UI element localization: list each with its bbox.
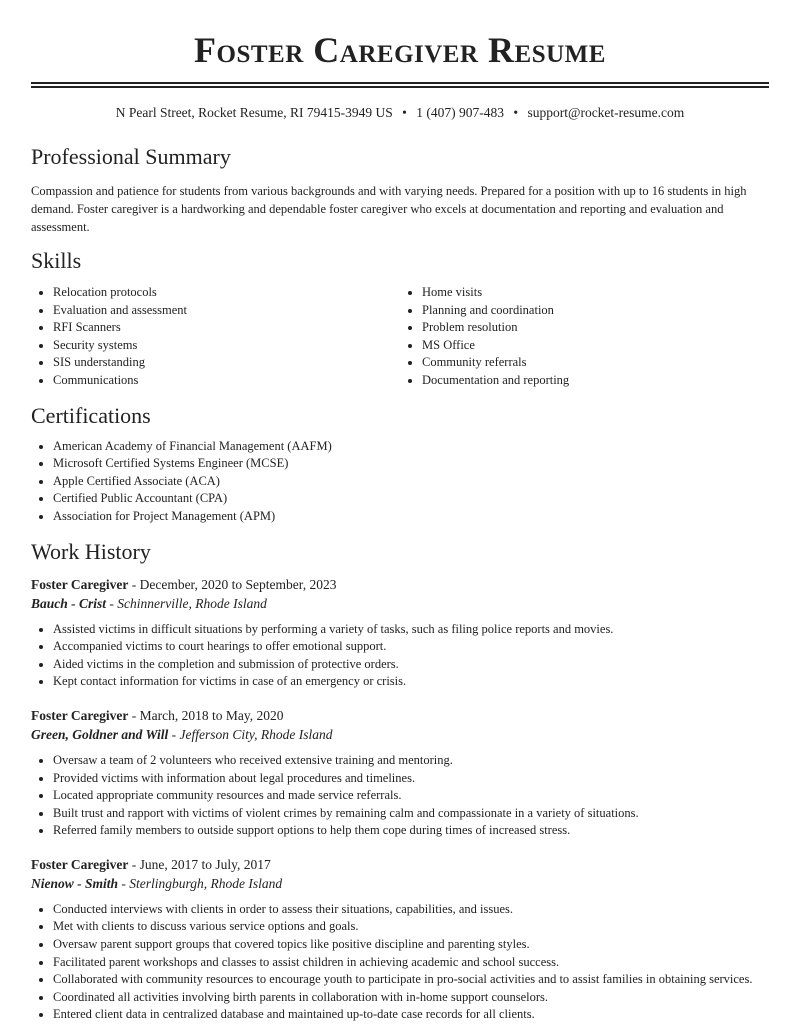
job-duty: • Facilitated parent workshops and classes to assist children in achieving academic and school success.: [53, 954, 769, 972]
job-title-line: [31, 706, 769, 725]
summary-text: Compassion and patience for students from various backgrounds and with varying needs. Prepared for a position with up to 16 students in high demand. Foster caregiver is a hardworking and dependable foster caregiver who excels at documentation and reporting and evaluation and assessment.: [31, 184, 747, 234]
skills-column-right: [400, 284, 769, 390]
job-duties: [31, 752, 769, 840]
skills-list: [31, 284, 769, 390]
skills-heading: Skills: [31, 248, 82, 273]
skill-item: • Documentation and reporting: [422, 372, 769, 390]
title-divider: [31, 82, 769, 88]
job-entry: [31, 855, 769, 1024]
certifications-heading: Certifications: [31, 402, 151, 428]
contact-phone: 1 (407) 907-483: [416, 105, 505, 120]
job-location: - Sterlingburgh, Rhode Island: [118, 875, 283, 891]
job-role: Foster Caregiver: [31, 856, 129, 872]
job-duty: • Referred family members to outside support options to help them cope during times of increased stress.: [53, 822, 769, 840]
job-company-line: [31, 874, 769, 893]
job-duty: • Kept contact information for victims in case of an emergency or crisis.: [53, 673, 769, 691]
contact-email: support@rocket-resume.com: [527, 105, 685, 120]
job-duty: • Met with clients to discuss various service options and goals.: [53, 918, 769, 936]
certification-item: • Apple Certified Associate (ACA): [53, 473, 769, 491]
job-duty: • Entered client data in centralized database and maintained up-to-date case records for all clients.: [53, 1006, 769, 1024]
job-duty: • Conducted interviews with clients in order to assess their situations, capabilities, and issues.: [53, 901, 769, 919]
job-location: - Schinnerville, Rhode Island: [106, 595, 267, 611]
skill-item: • Problem resolution: [422, 319, 769, 337]
job-location: - Jefferson City, Rhode Island: [168, 726, 333, 742]
contact-address: N Pearl Street, Rocket Resume, RI 79415-3949 US: [115, 105, 393, 120]
job-title-line: [31, 855, 769, 874]
job-dates: - June, 2017 to July, 2017: [128, 856, 271, 872]
job-duty: • Accompanied victims to court hearings to offer emotional support.: [53, 638, 769, 656]
work-history-heading: Work History: [31, 538, 151, 564]
job-duty: • Provided victims with information about legal procedures and timelines.: [53, 770, 769, 788]
certification-item: • Microsoft Certified Systems Engineer (MCSE): [53, 455, 769, 473]
certification-item: • American Academy of Financial Management (AAFM): [53, 438, 769, 456]
skill-item: • Planning and coordination: [422, 302, 769, 320]
job-duty: • Built trust and rapport with victims of violent crimes by remaining calm and compassionate in a variety of situations.: [53, 805, 769, 823]
job-duty: • Aided victims in the completion and submission of protective orders.: [53, 656, 769, 674]
job-title-line: [31, 575, 769, 594]
contact-separator: •: [402, 105, 407, 120]
job-entry: [31, 575, 769, 691]
contact-line: [31, 104, 769, 122]
job-duty: • Coordinated all activities involving birth parents in collaboration with in-home support counselors.: [53, 989, 769, 1007]
job-duties: [31, 901, 769, 1024]
certifications-list: [31, 438, 769, 526]
skill-item: • Relocation protocols: [53, 284, 400, 302]
job-duties: [31, 621, 769, 691]
job-role: Foster Caregiver: [31, 707, 129, 723]
job-duty: • Located appropriate community resources and made service referrals.: [53, 787, 769, 805]
job-company: Nienow - Smith: [31, 875, 119, 891]
job-company: Green, Goldner and Will: [31, 726, 169, 742]
job-duty: • Collaborated with community resources to encourage youth to participate in pro-social activities and to assist families in obtaining services.: [53, 971, 769, 989]
job-entry: [31, 706, 769, 840]
skill-item: • Home visits: [422, 284, 769, 302]
skills-column-left: [31, 284, 400, 390]
job-role: Foster Caregiver: [31, 576, 129, 592]
job-dates: - March, 2018 to May, 2020: [128, 707, 284, 723]
summary-heading: Professional Summary: [31, 144, 231, 169]
resume-title: Foster Caregiver Resume: [194, 30, 606, 70]
skill-item: • MS Office: [422, 337, 769, 355]
skill-item: • Communications: [53, 372, 400, 390]
skill-item: • Security systems: [53, 337, 400, 355]
skill-item: • SIS understanding: [53, 354, 400, 372]
certification-item: • Association for Project Management (APM): [53, 508, 769, 526]
job-duty: • Assisted victims in difficult situations by performing a variety of tasks, such as filing police reports and movies.: [53, 621, 769, 639]
job-duty: • Oversaw a team of 2 volunteers who received extensive training and mentoring.: [53, 752, 769, 770]
job-company-line: [31, 594, 769, 613]
job-dates: - December, 2020 to September, 2023: [128, 576, 337, 592]
contact-separator: •: [513, 105, 519, 120]
certification-item: • Certified Public Accountant (CPA): [53, 490, 769, 508]
job-company-line: [31, 725, 769, 744]
skill-item: • Evaluation and assessment: [53, 302, 400, 320]
job-company: Bauch - Crist: [31, 595, 107, 611]
skill-item: • RFI Scanners: [53, 319, 400, 337]
skill-item: • Community referrals: [422, 354, 769, 372]
job-duty: • Oversaw parent support groups that covered topics like positive discipline and parenting styles.: [53, 936, 769, 954]
